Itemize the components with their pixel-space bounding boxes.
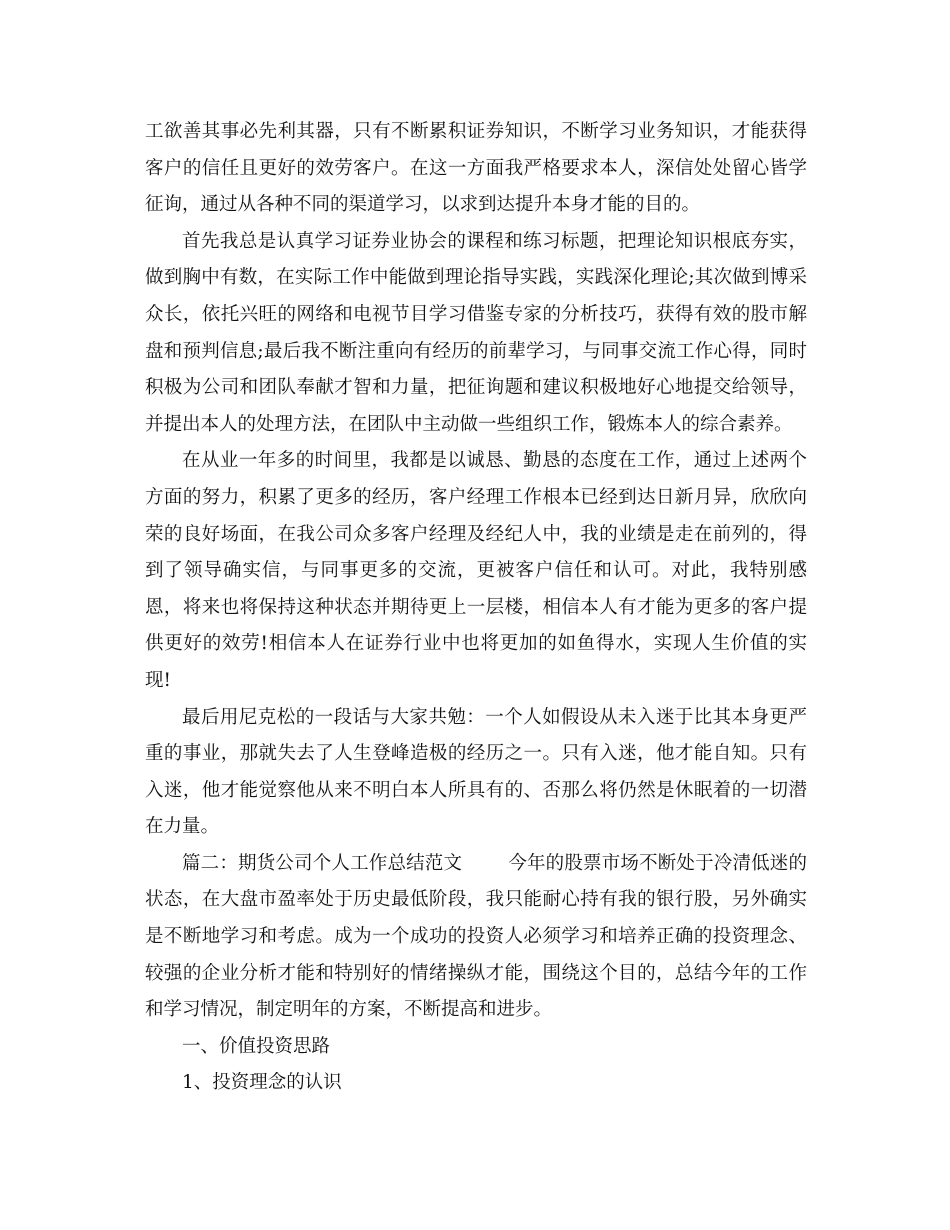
paragraph-5-text: 今年的股票市场不断处于冷清低迷的状态，在大盘市盈率处于历史最低阶段，我只能耐心持有我的银行股，另外确实是不断地学习和考虑。成为一个成功的投资人必须学习和培养正确的投资理念、较强的企业分析才能和特别好的情绪操纵才能，围绕这个目的，总结今年的工作和学习情况，制定明年的方案，不断提高和进步。 bbox=[145, 852, 807, 1021]
paragraph-1: 工欲善其事必先利其器，只有不断累积证券知识，不断学习业务知识，才能获得客户的信任且更好的效劳客户。在这一方面我严格要求本人，深信处处留心皆学征询，通过从各种不同的渠道学习，以求到达提升本身才能的目的。 bbox=[145, 121, 807, 216]
article-title: 篇二：期货公司个人工作总结范文 bbox=[182, 852, 463, 874]
paragraph-3: 在从业一年多的时间里，我都是以诚恳、勤恳的态度在工作，通过上述两个方面的努力，积累了更多的经历，客户经理工作根本已经到达日新月异，欣欣向荣的良好场面，在我公司众多客户经理及经纪人中，我的业绩是走在前列的，得到了领导确实信，与同事更多的交流，更被客户信任和认可。对此，我特别感恩，将来也将保持这种状态并期待更上一层楼，相信本人有才能为更多的客户提供更好的效劳!相信本人在证券行业中也将更加的如鱼得水，实现人生价值的实现! bbox=[145, 450, 807, 691]
paragraph-2: 首先我总是认真学习证券业协会的课程和练习标题，把理论知识根底夯实，做到胸中有数，在实际工作中能做到理论指导实践，实践深化理论;其次做到博采众长，依托兴旺的网络和电视节目学习借鉴专家的分析技巧，获得有效的股市解盘和预判信息;最后我不断注重向有经历的前辈学习，与同事交流工作心得，同时积极为公司和团队奉献才智和力量，把征询题和建议积极地好心地提交给领导，并提出本人的处理方法，在团队中主动做一些组织工作，锻炼本人的综合素养。 bbox=[145, 230, 807, 435]
section-heading: 一、价值投资思路 bbox=[182, 1035, 331, 1057]
subsection-heading: 1、投资理念的认识 bbox=[182, 1072, 342, 1094]
paragraph-5 bbox=[145, 846, 807, 1029]
paragraph-4: 最后用尼克松的一段话与大家共勉：一个人如假设从未入迷于比其本身更严重的事业，那就失去了人生登峰造极的经历之一。只有入迷，他才能自知。只有入迷，他才能觉察他从来不明白本人所具有的、否那么将仍然是休眠着的一切潜在力量。 bbox=[145, 706, 807, 838]
document-body bbox=[145, 114, 807, 1102]
